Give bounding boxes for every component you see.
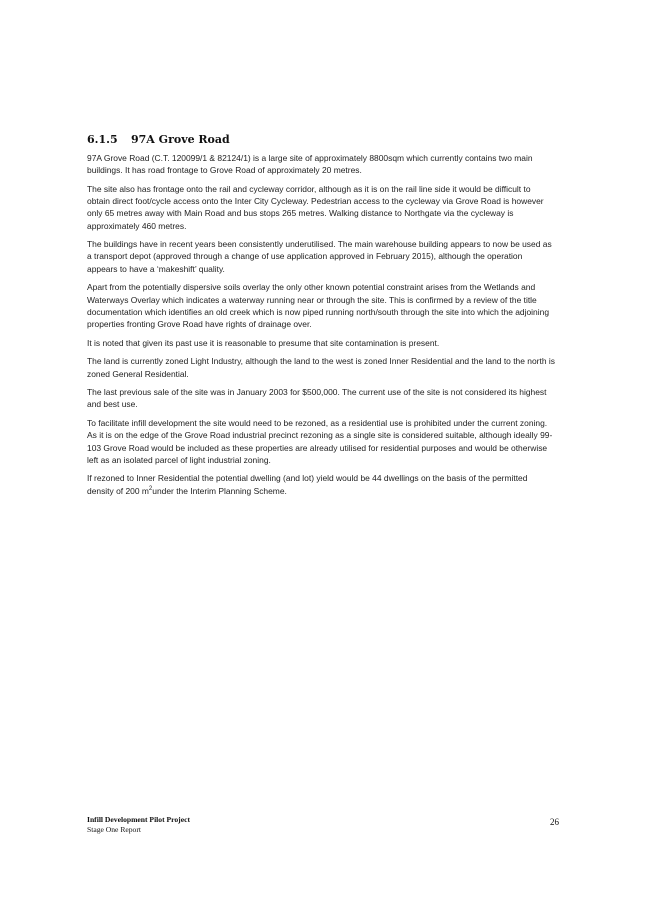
last-paragraph-before: If rezoned to Inner Residential the potential dwelling (and lot) yield would be 44 dwellings on the basis of the permitted density of 200 m [87,473,528,496]
paragraph: 97A Grove Road (C.T. 120099/1 & 82124/1) is a large site of approximately 8800sqm which currently contains two main buildings. It has road frontage to Grove Road of approximately 20 metres. [87,153,533,176]
paragraph: The land is currently zoned Light Industry, although the land to the west is zoned Inner Residential and the land to the north is zoned General Residential. [87,356,555,379]
last-paragraph-after: under the Interim Planning Scheme. [152,485,287,496]
footer [87,815,190,835]
paragraph: To facilitate infill development the site would need to be rezoned, as a residential use is prohibited under the current zoning. As it is on the edge of the Grove Road industrial precinct rezoning as a single site is considered suitable, although ideally 99-103 Grove Road would be included as these properties are already utilised for residential purposes and would be otherwise left as an isolated parcel of light industrial zoning. [87,418,553,465]
footer-title: Infill Development Pilot Project [87,815,190,824]
section-title: 97A Grove Road [131,133,230,146]
section-heading [87,133,230,146]
paragraph: It is noted that given its past use it is reasonable to presume that site contamination is present. [87,337,440,348]
paragraph: The buildings have in recent years been consistently underutilised. The main warehouse building appears to now be used as a transport depot (approved through a change of use application approved in February 2015), although the operation appears to have a ‘makeshift’ quality. [87,239,552,274]
page-number: 26 [550,817,559,827]
section-number: 6.1.5 [87,133,118,146]
paragraph: The last previous sale of the site was in January 2003 for $500,000. The current use of the site is not considered its highest and best use. [87,387,547,410]
footer-subtitle: Stage One Report [87,825,141,834]
section-body [87,152,555,503]
superscript-two: 2 [148,485,153,492]
paragraph-last [87,472,555,496]
paragraph: The site also has frontage onto the rail and cycleway corridor, although as it is on the rail line side it would be difficult to obtain direct foot/cycle access onto the Inter City Cycleway. Pedestrian access to the cycleway via Grove Road is however only 65 metres away with Main Road and bus stops 265 metres. Walking distance to Northgate via the cycleway is approximately 460 metres. [87,183,544,231]
paragraph: Apart from the potentially dispersive soils overlay the only other known potential constraint arises from the Wetlands and Waterways Overlay which indicates a waterway running near or through the site. This is confirmed by a review of the title documentation which identifies an old creek which is now piped running north/south through the site into which the adjoining properties fronting Grove Road have rights of drainage over. [87,282,550,329]
